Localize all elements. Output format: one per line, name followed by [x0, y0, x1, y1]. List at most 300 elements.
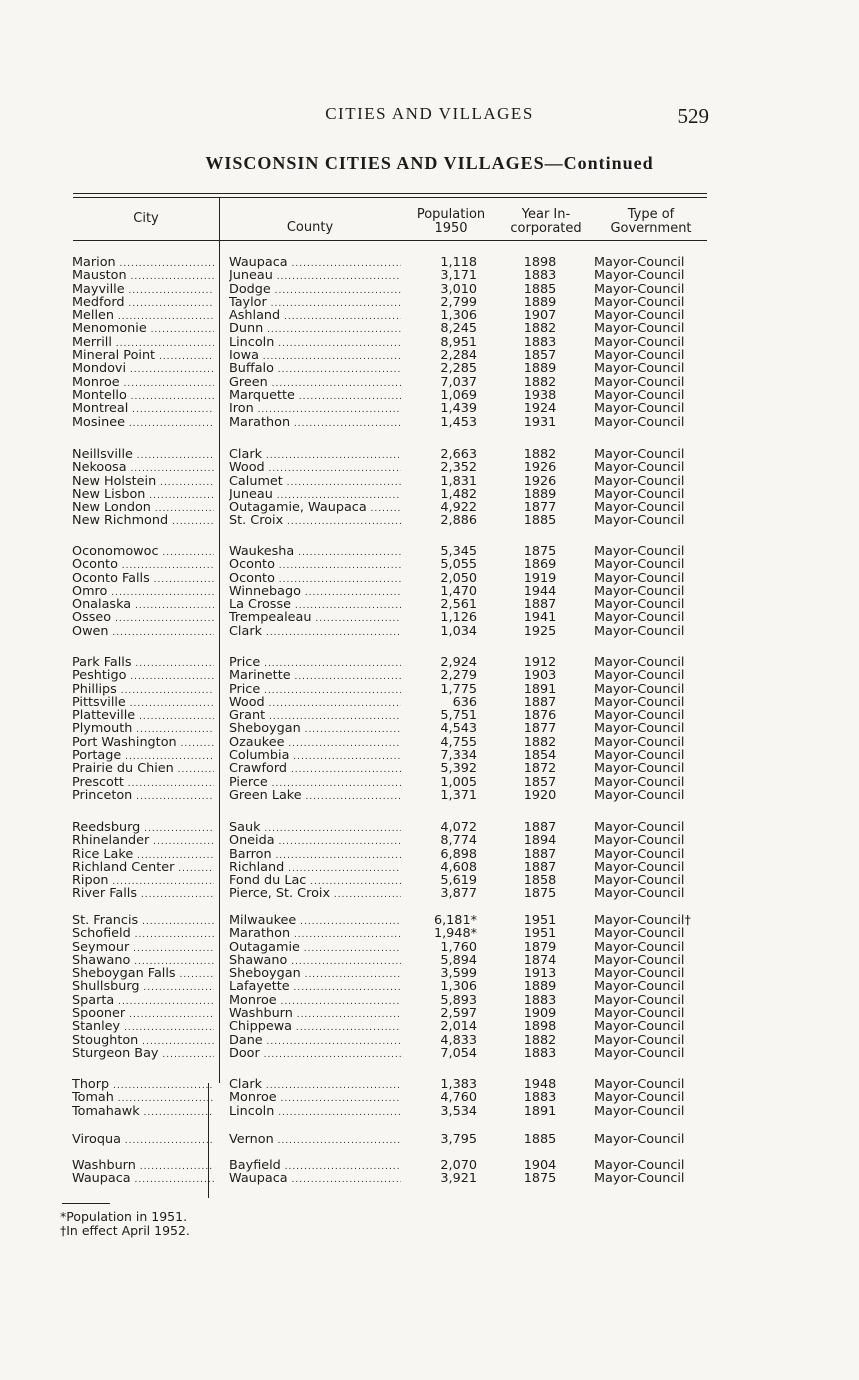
city-cell: Princeton .....	[72, 789, 214, 804]
year-cell: 1876	[523, 708, 557, 724]
year-cell: 1883	[523, 268, 557, 284]
city-cell: Viroqua .....	[72, 1133, 214, 1148]
table-row	[0, 1034, 859, 1047]
city-cell: Rice Lake .....	[72, 848, 214, 863]
county-cell: Lincoln .....	[229, 336, 401, 351]
county-cell: Fond du Lac .....	[229, 874, 401, 889]
city-cell: Rhinelander .....	[72, 834, 214, 849]
city-cell: Thorp .....	[72, 1078, 214, 1093]
population-cell: 5,055	[440, 557, 477, 573]
government-cell: Mayor-Council	[594, 761, 685, 777]
government-cell: Mayor-Council	[594, 820, 685, 835]
table-row	[0, 941, 859, 954]
population-cell: 2,799	[440, 294, 477, 310]
population-cell: 4,543	[440, 721, 477, 737]
year-cell: 1887	[523, 820, 557, 835]
table-row	[0, 954, 859, 967]
group-v	[0, 1133, 859, 1146]
year-cell: 1889	[523, 361, 557, 377]
population-cell: 3,534	[440, 1103, 477, 1119]
table-row	[0, 336, 859, 349]
group-p	[0, 656, 859, 802]
city-cell: Tomah .....	[72, 1091, 214, 1106]
county-cell: Vernon .....	[229, 1133, 401, 1148]
table-row	[0, 1159, 859, 1172]
year-cell: 1887	[523, 846, 557, 862]
county-cell: Outagamie, Waupaca .....	[229, 501, 401, 516]
government-cell: Mayor-Council	[594, 833, 685, 849]
footnote-rule	[62, 1203, 110, 1204]
county-cell: Ozaukee .....	[229, 736, 401, 751]
city-cell: Sturgeon Bay .....	[72, 1047, 214, 1062]
city-cell: New Holstein .....	[72, 475, 214, 490]
county-cell: La Crosse .....	[229, 598, 401, 613]
group-r	[0, 821, 859, 901]
table-row	[0, 416, 859, 429]
table-row	[0, 762, 859, 775]
group-o	[0, 545, 859, 638]
government-cell: Mayor-Council	[594, 460, 685, 476]
county-cell: Clark .....	[229, 1078, 401, 1093]
table-row	[0, 362, 859, 375]
city-cell: Seymour .....	[72, 941, 214, 956]
year-cell: 1904	[523, 1158, 557, 1173]
government-cell: Mayor-Council	[594, 414, 685, 430]
table-row	[0, 349, 859, 362]
table-row	[0, 994, 859, 1007]
year-cell: 1887	[523, 859, 557, 875]
county-cell: Grant .....	[229, 709, 401, 724]
table-row	[0, 967, 859, 980]
county-cell: Outagamie .....	[229, 941, 401, 956]
table-row	[0, 789, 859, 802]
population-cell: 5,392	[440, 761, 477, 777]
year-cell: 1872	[523, 761, 557, 777]
government-cell: Mayor-Council	[594, 886, 685, 902]
county-cell: Milwaukee .....	[229, 914, 401, 929]
government-cell: Mayor-Council	[594, 1103, 685, 1119]
city-cell: Sparta .....	[72, 994, 214, 1009]
government-cell: Mayor-Council	[594, 655, 685, 670]
city-cell: Medford .....	[72, 296, 214, 311]
population-cell: 1,775	[440, 681, 477, 697]
county-cell: Monroe .....	[229, 994, 401, 1009]
county-cell: Columbia .....	[229, 749, 401, 764]
table-row	[0, 376, 859, 389]
year-cell: 1875	[523, 1171, 557, 1187]
header-year-line1: Year In-	[521, 207, 571, 222]
government-cell: Mayor-Council	[594, 1090, 685, 1106]
population-cell: 1,005	[440, 774, 477, 790]
population-cell: 2,924	[440, 655, 477, 670]
population-cell: 8,951	[440, 334, 477, 350]
county-cell: Shawano .....	[229, 954, 401, 969]
city-cell: Port Washington .....	[72, 736, 214, 751]
population-cell: 5,751	[440, 708, 477, 724]
government-cell: Mayor-Council	[594, 557, 685, 573]
county-cell: Lincoln .....	[229, 1105, 401, 1120]
table-row	[0, 558, 859, 571]
year-cell: 1919	[523, 570, 557, 586]
table-row	[0, 585, 859, 598]
county-cell: Price .....	[229, 683, 401, 698]
city-cell: Prairie du Chien .....	[72, 762, 214, 777]
year-cell: 1898	[523, 1019, 557, 1035]
city-cell: Monroe .....	[72, 376, 214, 391]
header-population-line2: 1950	[434, 221, 468, 236]
population-cell: 1,126	[440, 610, 477, 626]
government-cell: Mayor-Council	[594, 1077, 685, 1092]
population-cell: 4,755	[440, 734, 477, 750]
population-cell: 4,072	[440, 820, 477, 835]
year-cell: 1948	[523, 1077, 557, 1092]
year-cell: 1883	[523, 334, 557, 350]
government-cell: Mayor-Council	[594, 721, 685, 737]
top-rule-1	[73, 193, 707, 194]
year-cell: 1857	[523, 774, 557, 790]
city-cell: Richland Center .....	[72, 861, 214, 876]
city-cell: Owen .....	[72, 625, 214, 640]
government-cell: Mayor-Council	[594, 966, 685, 982]
year-cell: 1889	[523, 294, 557, 310]
table-row	[0, 776, 859, 789]
table-row	[0, 722, 859, 735]
county-cell: Pierce, St. Croix .....	[229, 887, 401, 902]
county-cell: Winnebago .....	[229, 585, 401, 600]
government-cell: Mayor-Council	[594, 583, 685, 599]
table-row	[0, 625, 859, 638]
county-cell: Wood .....	[229, 696, 401, 711]
table-row	[0, 669, 859, 682]
population-cell: 5,619	[440, 873, 477, 889]
table-row	[0, 736, 859, 749]
year-cell: 1869	[523, 557, 557, 573]
city-cell: Stanley .....	[72, 1020, 214, 1035]
county-cell: Monroe .....	[229, 1091, 401, 1106]
population-cell: 1,069	[440, 387, 477, 403]
year-cell: 1882	[523, 1032, 557, 1048]
group-s	[0, 914, 859, 1060]
city-cell: New Richmond .....	[72, 514, 214, 529]
population-cell: 2,284	[440, 348, 477, 364]
county-cell: Richland .....	[229, 861, 401, 876]
population-cell: 3,921	[440, 1171, 477, 1187]
government-cell: Mayor-Council	[594, 708, 685, 724]
county-cell: Crawford .....	[229, 762, 401, 777]
county-cell: Sheboygan .....	[229, 967, 401, 982]
table-row	[0, 927, 859, 940]
county-cell: Barron .....	[229, 848, 401, 863]
year-cell: 1920	[523, 787, 557, 803]
county-cell: Iron .....	[229, 402, 401, 417]
city-cell: Portage .....	[72, 749, 214, 764]
county-cell: Juneau .....	[229, 269, 401, 284]
population-cell: 2,352	[440, 460, 477, 476]
government-cell: Mayor-Council	[594, 774, 685, 790]
table-row	[0, 461, 859, 474]
year-cell: 1889	[523, 979, 557, 995]
government-cell: Mayor-Council	[594, 570, 685, 586]
government-cell: Mayor-Council	[594, 374, 685, 390]
population-cell: 1,760	[440, 939, 477, 955]
county-cell: Wood .....	[229, 461, 401, 476]
city-cell: Omro .....	[72, 585, 214, 600]
population-cell: 2,663	[440, 447, 477, 462]
government-cell: Mayor-Council	[594, 294, 685, 310]
population-cell: 3,795	[440, 1132, 477, 1147]
population-cell: 1,470	[440, 583, 477, 599]
city-cell: Washburn .....	[72, 1159, 214, 1174]
year-cell: 1882	[523, 734, 557, 750]
table-title: WISCONSIN CITIES AND VILLAGES—Continued	[205, 153, 654, 173]
header-rule	[73, 240, 707, 241]
header-type	[596, 208, 706, 236]
county-cell: Taylor .....	[229, 296, 401, 311]
government-cell: Mayor-Council	[594, 1019, 685, 1035]
county-cell: Lafayette .....	[229, 980, 401, 995]
year-cell: 1926	[523, 460, 557, 476]
population-cell: 7,037	[440, 374, 477, 390]
government-cell: Mayor-Council	[594, 1006, 685, 1022]
population-cell: 7,054	[440, 1045, 477, 1061]
city-cell: Montreal .....	[72, 402, 214, 417]
footnote-effect: †In effect April 1952.	[60, 1223, 190, 1238]
year-cell: 1891	[523, 1103, 557, 1119]
table-row	[0, 887, 859, 900]
population-cell: 1,371	[440, 787, 477, 803]
government-cell: Mayor-Council	[594, 992, 685, 1008]
government-cell: Mayor-Council	[594, 1171, 685, 1187]
county-cell: Marquette .....	[229, 389, 401, 404]
table-row	[0, 861, 859, 874]
city-cell: Onalaska .....	[72, 598, 214, 613]
table-row	[0, 834, 859, 847]
population-cell: 4,608	[440, 859, 477, 875]
year-cell: 1887	[523, 597, 557, 613]
county-cell: Price .....	[229, 656, 401, 671]
population-cell: 2,279	[440, 668, 477, 684]
population-cell: 1,948*	[433, 926, 477, 942]
county-cell: Chippewa .....	[229, 1020, 401, 1035]
table-row	[0, 488, 859, 501]
year-cell: 1882	[523, 321, 557, 337]
running-head: CITIES AND VILLAGES	[325, 104, 534, 123]
year-cell: 1889	[523, 486, 557, 502]
group-n	[0, 448, 859, 528]
table-row	[0, 448, 859, 461]
header-type-line1: Type of	[627, 207, 675, 222]
county-cell: Dodge .....	[229, 283, 401, 298]
county-cell: Dunn .....	[229, 322, 401, 337]
city-cell: Reedsburg .....	[72, 821, 214, 836]
county-cell: Door .....	[229, 1047, 401, 1062]
county-cell: Buffalo .....	[229, 362, 401, 377]
population-cell: 6,898	[440, 846, 477, 862]
table-row	[0, 1133, 859, 1146]
year-cell: 1875	[523, 544, 557, 559]
table-row	[0, 514, 859, 527]
city-cell: Oconomowoc .....	[72, 545, 214, 560]
city-cell: Tomahawk .....	[72, 1105, 214, 1120]
year-cell: 1931	[523, 414, 557, 430]
city-cell: New London .....	[72, 501, 214, 516]
year-cell: 1885	[523, 1132, 557, 1147]
city-cell: Mellen .....	[72, 309, 214, 324]
city-cell: St. Francis .....	[72, 914, 214, 929]
government-cell: Mayor-Council	[594, 939, 685, 955]
county-cell: Clark .....	[229, 448, 401, 463]
table-row	[0, 1007, 859, 1020]
county-cell: Sheboygan .....	[229, 722, 401, 737]
table-row	[0, 848, 859, 861]
year-cell: 1854	[523, 748, 557, 764]
page-number: 529	[677, 104, 709, 128]
county-cell: Waupaca .....	[229, 256, 401, 271]
city-cell: Oconto .....	[72, 558, 214, 573]
county-cell: St. Croix .....	[229, 514, 401, 529]
city-cell: Mineral Point .....	[72, 349, 214, 364]
county-cell: Juneau .....	[229, 488, 401, 503]
city-cell: Platteville .....	[72, 709, 214, 724]
year-cell: 1885	[523, 513, 557, 529]
government-cell: Mayor-Council	[594, 787, 685, 803]
table-row	[0, 256, 859, 269]
government-cell: Mayor-Council†	[594, 913, 691, 928]
year-cell: 1926	[523, 473, 557, 489]
year-cell: 1909	[523, 1006, 557, 1022]
county-cell: Waukesha .....	[229, 545, 401, 560]
government-cell: Mayor-Council	[594, 1132, 685, 1147]
population-cell: 1,439	[440, 401, 477, 417]
city-cell: Mauston .....	[72, 269, 214, 284]
header-year-line2: corporated	[510, 221, 582, 236]
table-row	[0, 269, 859, 282]
government-cell: Mayor-Council	[594, 544, 685, 559]
table-row	[0, 1078, 859, 1091]
government-cell: Mayor-Council	[594, 1032, 685, 1048]
table-row	[0, 914, 859, 927]
county-cell: Green Lake .....	[229, 789, 401, 804]
county-cell: Sauk .....	[229, 821, 401, 836]
government-cell: Mayor-Council	[594, 668, 685, 684]
city-cell: Phillips .....	[72, 683, 214, 698]
population-cell: 2,561	[440, 597, 477, 613]
city-cell: Shawano .....	[72, 954, 214, 969]
year-cell: 1938	[523, 387, 557, 403]
government-cell: Mayor-Council	[594, 734, 685, 750]
table-row	[0, 709, 859, 722]
year-cell: 1877	[523, 500, 557, 516]
year-cell: 1898	[523, 255, 557, 270]
year-cell: 1925	[523, 623, 557, 639]
year-cell: 1877	[523, 721, 557, 737]
table-row	[0, 475, 859, 488]
year-cell: 1903	[523, 668, 557, 684]
group-w	[0, 1159, 859, 1186]
year-cell: 1857	[523, 348, 557, 364]
county-cell: Marathon .....	[229, 927, 401, 942]
header-county: County	[286, 220, 334, 235]
year-cell: 1885	[523, 281, 557, 297]
table-row	[0, 821, 859, 834]
group-m	[0, 256, 859, 429]
county-cell: Dane .....	[229, 1034, 401, 1049]
year-cell: 1951	[523, 926, 557, 942]
population-cell: 3,171	[440, 268, 477, 284]
year-cell: 1883	[523, 992, 557, 1008]
government-cell: Mayor-Council	[594, 610, 685, 626]
county-cell: Ashland .....	[229, 309, 401, 324]
table-row	[0, 874, 859, 887]
government-cell: Mayor-Council	[594, 952, 685, 968]
population-cell: 5,894	[440, 952, 477, 968]
government-cell: Mayor-Council	[594, 748, 685, 764]
header-year	[500, 208, 592, 236]
table-row	[0, 1091, 859, 1104]
table-row	[0, 402, 859, 415]
government-cell: Mayor-Council	[594, 361, 685, 377]
government-cell: Mayor-Council	[594, 513, 685, 529]
year-cell: 1941	[523, 610, 557, 626]
city-cell: Park Falls .....	[72, 656, 214, 671]
year-cell: 1874	[523, 952, 557, 968]
city-cell: Pittsville .....	[72, 696, 214, 711]
city-cell: Menomonie .....	[72, 322, 214, 337]
year-cell: 1887	[523, 694, 557, 710]
population-cell: 1,831	[440, 473, 477, 489]
city-cell: Nekoosa .....	[72, 461, 214, 476]
table-row	[0, 389, 859, 402]
city-cell: Ripon .....	[72, 874, 214, 889]
table-row	[0, 501, 859, 514]
county-cell: Calumet .....	[229, 475, 401, 490]
county-cell: Green .....	[229, 376, 401, 391]
government-cell: Mayor-Council	[594, 1158, 685, 1173]
header-city: City	[133, 211, 159, 226]
city-cell: Spooner .....	[72, 1007, 214, 1022]
table-row	[0, 696, 859, 709]
government-cell: Mayor-Council	[594, 623, 685, 639]
population-cell: 2,597	[440, 1006, 477, 1022]
county-cell: Oneida .....	[229, 834, 401, 849]
table-row	[0, 656, 859, 669]
government-cell: Mayor-Council	[594, 486, 685, 502]
city-cell: Oconto Falls .....	[72, 572, 214, 587]
city-cell: Schofield .....	[72, 927, 214, 942]
city-cell: River Falls .....	[72, 887, 214, 902]
header-population	[405, 208, 497, 236]
population-cell: 3,599	[440, 966, 477, 982]
county-cell: Oconto .....	[229, 572, 401, 587]
government-cell: Mayor-Council	[594, 387, 685, 403]
government-cell: Mayor-Council	[594, 681, 685, 697]
government-cell: Mayor-Council	[594, 846, 685, 862]
city-cell: Waupaca .....	[72, 1172, 214, 1187]
population-cell: 6,181*	[433, 913, 477, 928]
table-row	[0, 1172, 859, 1185]
county-cell: Marathon .....	[229, 416, 401, 431]
city-cell: Montello .....	[72, 389, 214, 404]
government-cell: Mayor-Council	[594, 500, 685, 516]
government-cell: Mayor-Council	[594, 1045, 685, 1061]
year-cell: 1951	[523, 913, 557, 928]
population-cell: 1,383	[440, 1077, 477, 1092]
government-cell: Mayor-Council	[594, 473, 685, 489]
city-cell: Peshtigo .....	[72, 669, 214, 684]
population-cell: 1,453	[440, 414, 477, 430]
population-cell: 5,345	[440, 544, 477, 559]
population-cell: 636	[452, 694, 477, 710]
